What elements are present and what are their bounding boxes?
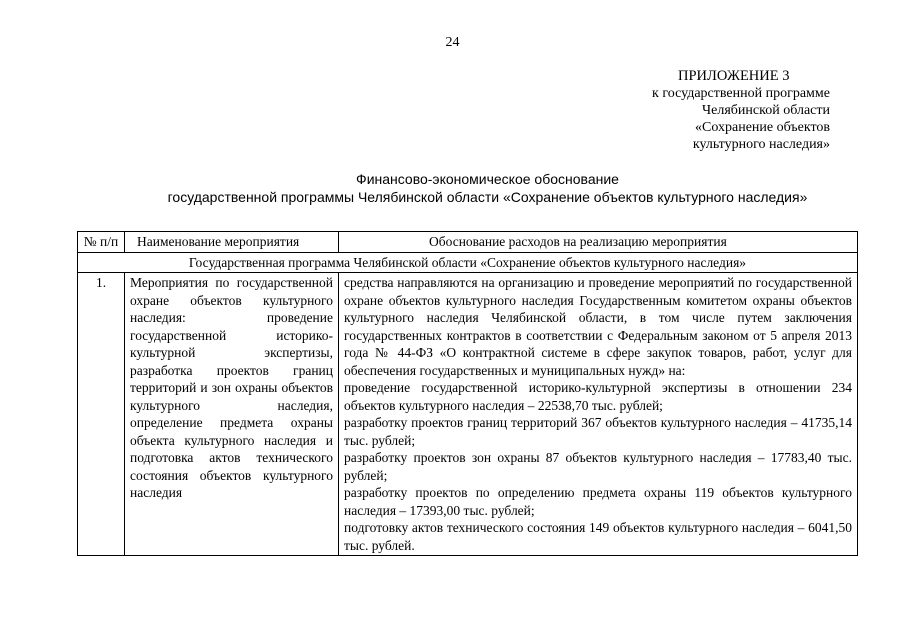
program-title-cell: Государственная программа Челябинской области «Сохранение объектов культурного наследия»: [78, 252, 858, 273]
program-row: [78, 252, 858, 273]
basis-paragraph: проведение государственной историко-культурной экспертизы в отношении 234 объектов культурного наследия – 22538,70 тыс. рублей;: [344, 380, 852, 413]
basis-paragraph: средства направляются на организацию и проведение мероприятий по государственной охране объектов культурного наследия Государственным комитетом охраны объектов культурного наследия Челябинской области, в том числе путем заключения государственных контрактов в соответствии с Федеральным законом от 5 апреля 2013 года № 44-ФЗ «О контрактной системе в сфере закупок товаров, работ, услуг для обеспечения государственных и муниципальных нужд» на:: [344, 275, 852, 378]
table-header-row: [78, 232, 858, 253]
activity-name: Мероприятия по государственной охране объектов культурного наследия: проведение государственной историко-культурной экспертизы, разработка проектов границ территорий и зон охраны объектов культурного наследия, определение предмета охраны объекта культурного наследия и подготовка актов технического состояния объектов культурного наследия: [125, 273, 339, 556]
appendix-line: Челябинской области: [702, 103, 830, 118]
basis-paragraph: разработку проектов зон охраны 87 объектов культурного наследия – 17783,40 тыс. рублей;: [344, 450, 852, 483]
header-name: Наименование мероприятия: [125, 232, 339, 253]
title-line-1: Финансово-экономическое обоснование: [356, 171, 619, 187]
row-number: 1.: [78, 273, 125, 556]
document-title: [0, 170, 905, 206]
appendix-line: культурного наследия»: [692, 137, 830, 152]
table-row: [78, 273, 858, 556]
basis-paragraph: разработку проектов границ территорий 367 объектов культурного наследия – 41735,14 тыс. рублей;: [344, 415, 852, 448]
appendix-block: [560, 68, 830, 153]
page-number: 24: [445, 35, 460, 50]
expense-basis: [339, 273, 858, 556]
appendix-line: «Сохранение объектов: [695, 120, 830, 135]
rationale-table: [77, 231, 858, 556]
appendix-line: к государственной программе: [652, 86, 830, 101]
header-num: № п/п: [78, 232, 125, 253]
title-line-2: государственной программы Челябинской области «Сохранение объектов культурного наследия»: [167, 189, 808, 205]
basis-paragraph: подготовку актов технического состояния 149 объектов культурного наследия – 6041,50 тыс. рублей.: [344, 520, 852, 553]
basis-paragraph: разработку проектов по определению предмета охраны 119 объектов культурного наследия – 17393,00 тыс. рублей;: [344, 485, 852, 518]
appendix-heading: ПРИЛОЖЕНИЕ 3: [678, 68, 790, 84]
header-basis: Обоснование расходов на реализацию мероприятия: [339, 232, 858, 253]
